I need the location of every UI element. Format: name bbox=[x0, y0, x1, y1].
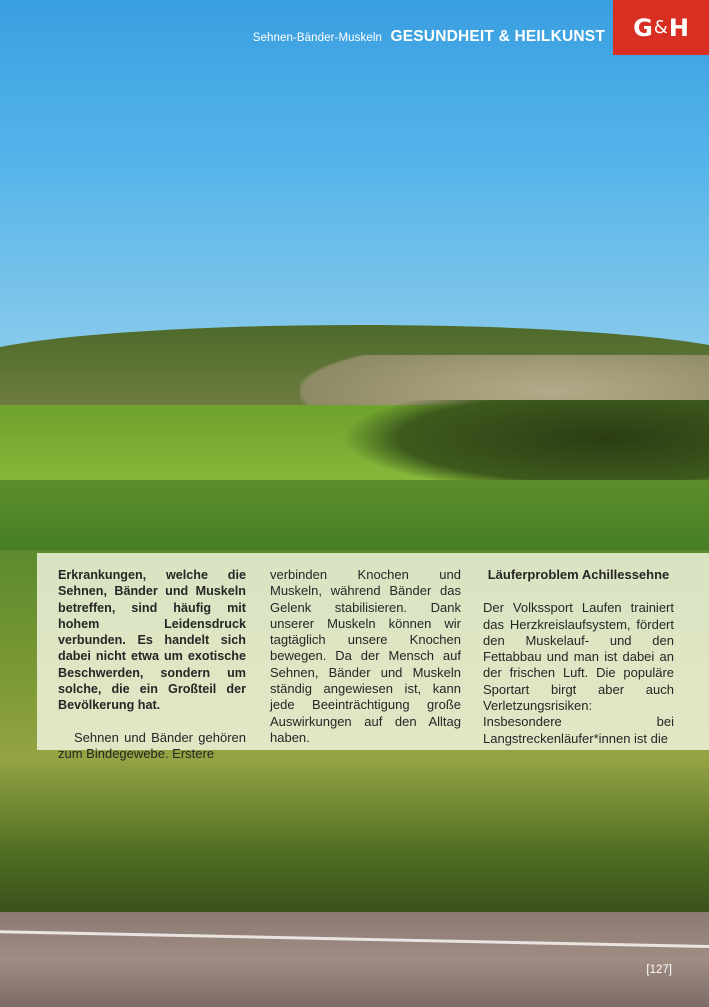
road bbox=[0, 912, 709, 1007]
lead-paragraph: Erkrankungen, welche die Sehnen, Bänder und Muskeln betreffen, sind häufig mit hohem Leidensdruck verbunden. Es handelt sich dabei nicht etwa um exotische Beschwerden, sondern um solche, die ein Großteil der Bevölkerung hat. bbox=[58, 568, 246, 713]
article-column-3 bbox=[483, 567, 674, 747]
header-text bbox=[253, 28, 605, 46]
logo-ampersand: & bbox=[653, 17, 668, 38]
section-label: Sehnen-Bänder-Muskeln bbox=[252, 32, 383, 44]
article-column-2 bbox=[270, 567, 461, 746]
body-paragraph: Der Volkssport Laufen trainiert das Herzkreislaufsystem, fördert den Muskelauf- und den Fettabbau und man ist dabei an der frischen Luft. Die populäre Sportart birgt aber auch Verletzungsrisiken: Insbesondere bei Langstreckenläufer*innen ist die bbox=[483, 600, 674, 746]
page-header bbox=[253, 0, 709, 55]
magazine-section-title: GESUNDHEIT & HEILKUNST bbox=[390, 28, 605, 45]
article-column-1 bbox=[58, 567, 246, 762]
subheading: Läuferproblem Achillessehne bbox=[487, 567, 670, 582]
logo-letter-g: G bbox=[633, 13, 653, 42]
logo-letter-h: H bbox=[668, 13, 689, 42]
page-number: [127] bbox=[646, 964, 672, 976]
body-paragraph: Sehnen und Bänder gehören zum Bindegewebe. Erstere bbox=[58, 729, 246, 761]
body-paragraph: verbinden Knochen und Muskeln, während Bänder das Gelenk stabilisieren. Dank unserer Muskeln können wir tagtäglich unsere Knochen bewegen. Da der Mensch auf Sehnen, Bänder und Muskeln ständig angewiesen ist, kann jede Beeinträchtigung große Auswirkungen auf den Alltag haben. bbox=[270, 567, 461, 745]
gh-logo bbox=[613, 0, 709, 55]
